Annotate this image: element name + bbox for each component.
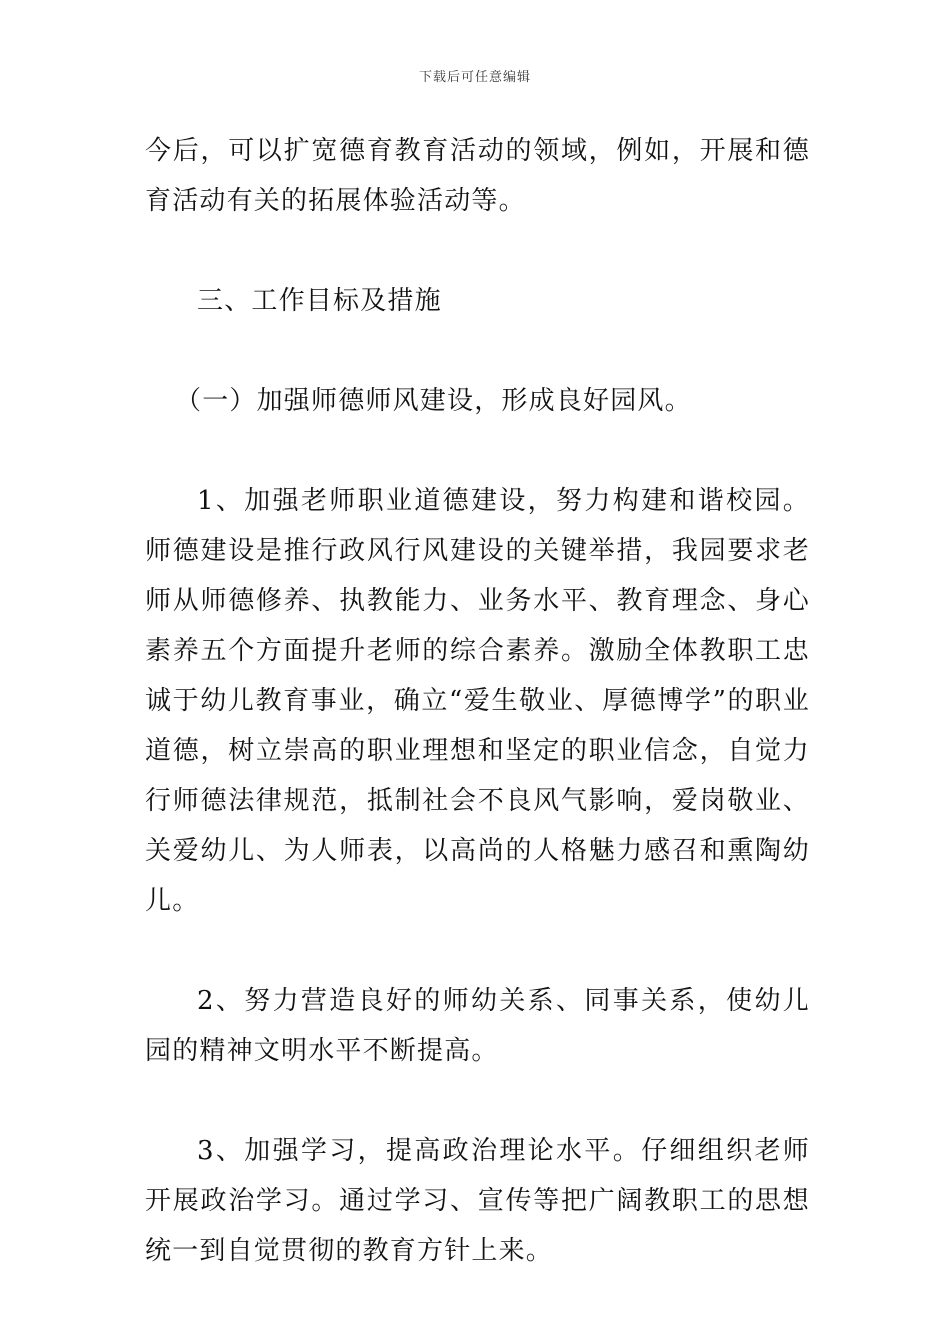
paragraph-item-2: 2、努力营造良好的师幼关系、同事关系，使幼儿园的精神文明水平不断提高。: [145, 986, 810, 1066]
page-header-note: 下载后可任意编辑: [418, 70, 531, 85]
paragraph-item-3: 3、加强学习，提高政治理论水平。仔细组织老师开展政治学习。通过学习、宣传等把广阔教职工的思想统一到自觉贯彻的教育方针上来。: [145, 1136, 810, 1266]
paragraph-item-1: 1、加强老师职业道德建设，努力构建和谐校园。师德建设是推行政风行风建设的关键举措，我园要求老师从师德修养、执教能力、业务水平、教育理念、身心素养五个方面提升老师的综合素养。激励全体教职工忠诚于幼儿教育事业，确立“爱生敬业、厚德博学”的职业道德，树立崇高的职业理想和坚定的职业信念，自觉力行师德法律规范，抵制社会不良风气影响，爱岗敬业、关爱幼儿、为人师表，以高尚的人格魅力感召和熏陶幼儿。: [145, 486, 810, 916]
paragraph-continuation: 今后，可以扩宽德育教育活动的领域，例如，开展和德育活动有关的拓展体验活动等。: [145, 136, 810, 216]
subsection-heading: （一）加强师德师风建设，形成良好园风。: [175, 386, 692, 416]
section-heading: 三、工作目标及措施: [197, 286, 442, 316]
document-body: [145, 126, 810, 1326]
